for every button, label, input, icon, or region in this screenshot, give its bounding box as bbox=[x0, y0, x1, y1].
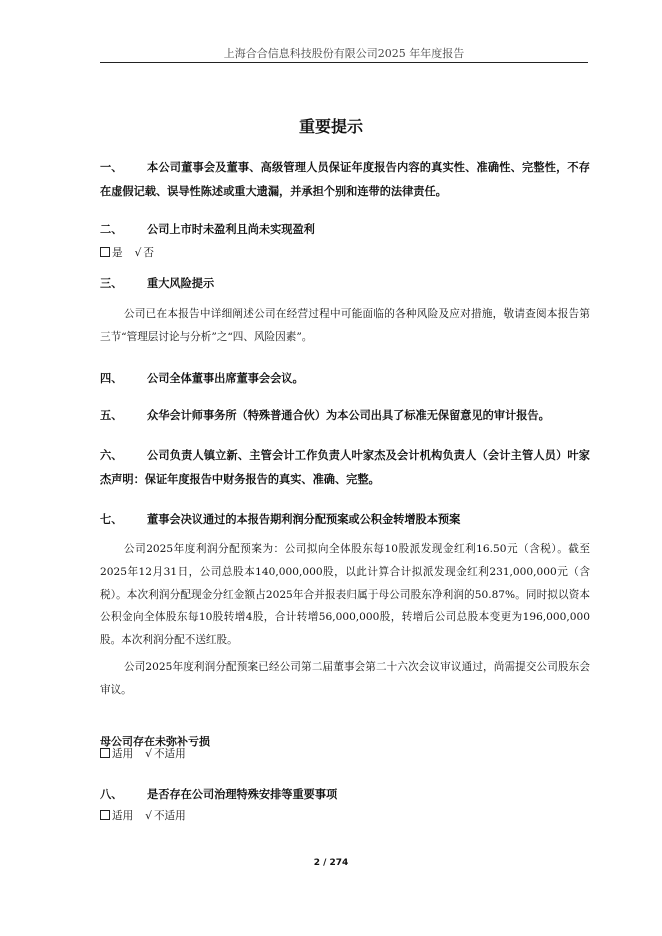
section-3-paragraph: 公司已在本报告中详细阐述公司在经营过程中可能面临的各种风险及应对措施，敬请查阅本报告第三节“管理层讨论与分析”之“四、风险因素”。 bbox=[100, 308, 590, 343]
header-rule bbox=[100, 62, 588, 63]
section-4-number: 四、 bbox=[100, 372, 123, 385]
uncovered-loss-heading: 母公司存在未弥补亏损 bbox=[100, 735, 210, 748]
option-yes-label: 是 bbox=[112, 247, 123, 259]
uncovered-loss-options bbox=[100, 745, 186, 763]
section-7-approval bbox=[100, 656, 590, 702]
page-number: 2 / 274 bbox=[313, 858, 349, 868]
section-2-text: 公司上市时未盈利且尚未实现盈利 bbox=[147, 223, 315, 236]
section-4 bbox=[100, 367, 590, 391]
section-8-text: 是否存在公司治理特殊安排等重要事项 bbox=[147, 788, 338, 801]
checkbox-empty-icon bbox=[100, 810, 110, 820]
section-7-number: 七、 bbox=[100, 513, 123, 526]
section-3 bbox=[100, 272, 590, 296]
section-7-body bbox=[100, 538, 590, 652]
section-3-number: 三、 bbox=[100, 277, 123, 290]
section-1 bbox=[100, 156, 590, 204]
option-applicable-label: 适用 bbox=[112, 748, 134, 760]
section-6-text: 公司负责人镇立新、主管会计工作负责人叶家杰及会计机构负责人（会计主管人员）叶家杰声明：保证年度报告中财务报告的真实、准确、完整。 bbox=[100, 449, 590, 486]
option-not-applicable-label: 不适用 bbox=[153, 810, 186, 822]
option-applicable-label: 适用 bbox=[112, 810, 134, 822]
section-2 bbox=[100, 218, 590, 242]
page-title: 重要提示 bbox=[298, 117, 363, 136]
section-8 bbox=[100, 783, 590, 807]
section-5-text: 众华会计师事务所（特殊普通合伙）为本公司出具了标准无保留意见的审计报告。 bbox=[147, 409, 550, 422]
section-2-options bbox=[100, 244, 154, 262]
section-6 bbox=[100, 444, 590, 492]
section-7 bbox=[100, 508, 590, 532]
checkmark-icon: √ bbox=[145, 748, 152, 760]
section-8-options bbox=[100, 807, 186, 825]
approval-paragraph: 公司2025年度利润分配预案已经公司第二届董事会第二十六次会议审议通过，尚需提交公司股东会审议。 bbox=[100, 661, 590, 696]
section-6-number: 六、 bbox=[100, 449, 123, 462]
checkbox-empty-icon bbox=[100, 247, 110, 257]
section-8-number: 八、 bbox=[100, 788, 123, 801]
dividend-plan-paragraph: 公司2025年度利润分配预案为：公司拟向全体股东每10股派发现金红利16.50元（含税）。截至2025年12月31日，公司总股本140,000,000股，以此计算合计拟派发现金红利231,000,000元（含税）。本次利润分配现金分红金额占2025年合并报表归属于母公司股东净利润的50.87%。同时拟以资本公积金向全体股东每10股转增4股，合计转增56,000,000股，转增后公司总股本变更为196,000,000股。本次利润分配不送红股。 bbox=[100, 543, 590, 647]
section-5-number: 五、 bbox=[100, 409, 123, 422]
section-3-body bbox=[100, 303, 590, 349]
running-header: 上海合合信息科技股份有限公司2025 年年度报告 bbox=[223, 47, 465, 60]
checkmark-icon: √ bbox=[134, 247, 142, 259]
section-4-text: 公司全体董事出席董事会会议。 bbox=[147, 372, 304, 385]
section-3-text: 重大风险提示 bbox=[147, 277, 215, 290]
section-1-number: 一、 bbox=[100, 161, 123, 174]
section-1-text: 本公司董事会及董事、高级管理人员保证年度报告内容的真实性、准确性、完整性，不存在虚假记载、误导性陈述或重大遗漏，并承担个别和连带的法律责任。 bbox=[100, 161, 590, 198]
section-2-number: 二、 bbox=[100, 223, 123, 236]
section-5 bbox=[100, 404, 590, 428]
section-7-text: 董事会决议通过的本报告期利润分配预案或公积金转增股本预案 bbox=[147, 513, 461, 526]
checkbox-empty-icon bbox=[100, 748, 110, 758]
option-not-applicable-label: 不适用 bbox=[153, 748, 186, 760]
checkmark-icon: √ bbox=[145, 810, 152, 822]
option-no-label: 否 bbox=[143, 247, 154, 259]
